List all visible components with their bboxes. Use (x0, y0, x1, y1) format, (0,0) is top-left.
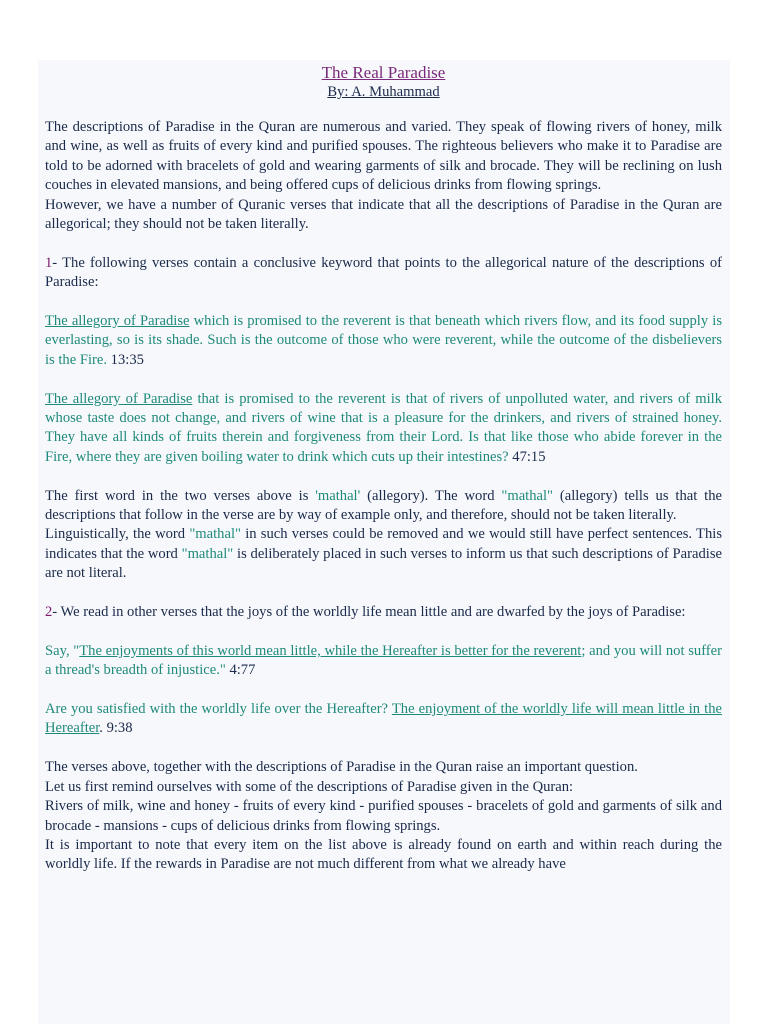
verse-text: Say, " (45, 642, 80, 659)
author-byline: By: A. Muhammad (327, 84, 440, 100)
closing-paragraph-3: Rivers of milk, wine and honey - fruits of every kind - purified spouses - bracelets of gold and garments of silk and brocade - mansions - cups of delicious drinks from flowing springs. (45, 798, 722, 834)
text-run: (allegory). The word (360, 487, 502, 504)
document-page (38, 60, 730, 1024)
verse-key-phrase: The enjoyment of the worldly life will mean little in the Hereafter (45, 701, 722, 737)
mathal-word: "mathal" (501, 487, 554, 504)
text-run: (allegory) tells us that the descriptions that follow in the verse are by way of example only, and therefore, should not be taken literally. (45, 487, 722, 524)
closing-paragraph-2: Let us first remind ourselves with some of the descriptions of Paradise given in the Quran: (45, 778, 574, 795)
verse-13-35 (45, 312, 722, 370)
point-text: - The following verses contain a conclusive keyword that points to the allegorical nature of the descriptions of Paradise: (45, 254, 722, 291)
point-text: - We read in other verses that the joys of the worldly life mean little and are dwarfed by the joys of Paradise: (52, 604, 686, 621)
verse-9-38 (45, 700, 722, 739)
closing-paragraph-4: It is important to note that every item on the list above is already found on earth and within reach during the worldly life. If the rewards in Paradise are not much different from what we already have (45, 836, 722, 873)
page-title: The Real Paradise (321, 63, 446, 82)
closing-paragraph: The verses above, together with the descriptions of Paradise in the Quran raise an important question. (45, 759, 638, 776)
verse-reference: 47:15 (508, 448, 546, 465)
mathal-word: 'mathal' (315, 487, 361, 504)
text-run: in such verses could be removed and we would still have perfect sentences. This indicates that the word (45, 526, 722, 562)
point-number: 1 (45, 254, 53, 271)
point-2 (45, 603, 722, 622)
verse-key-phrase: The allegory of Paradise (45, 390, 193, 407)
verse-text: ; and you will not suffer a thread's breadth of injustice." (45, 642, 723, 679)
document-content (45, 60, 722, 875)
text-run: The first word in the two verses above is (45, 487, 316, 504)
mathal-paragraph-2 (45, 525, 722, 583)
verse-reference: 13:35 (107, 351, 144, 368)
verse-reference: 9:38 (102, 720, 133, 737)
mathal-paragraph (45, 487, 722, 526)
verse-4-77 (45, 642, 722, 681)
point-number: 2 (45, 604, 53, 621)
verse-text: that is promised to the reverent is that of rivers of unpolluted water, and rivers of milk whose taste does not change, and rivers of wine that is a pleasure for the drinkers, and rivers of strained honey. They have all kinds of fruits therein and forgiveness from their Lord. Is that like those who abide forever in the Fire, where they are given boiling water to drink which cuts up their intestines? (45, 390, 722, 465)
verse-reference: 4:77 (225, 662, 256, 679)
text-run: is deliberately placed in such verses to inform us that such descriptions of Paradise are not literal. (45, 545, 722, 582)
verse-punctuation: . (99, 720, 103, 737)
intro-paragraph-2: However, we have a number of Quranic verses that indicate that all the descriptions of Paradise in the Quran are allegorical; they should not be taken literally. (45, 196, 722, 233)
mathal-word: "mathal" (181, 545, 234, 562)
text-run: Linguistically, the word (45, 526, 190, 543)
verse-text: which is promised to the reverent is that beneath which rivers flow, and its food supply is everlasting, so is its shade. Such is the outcome of those who were reverent, while the outcome of the disbelievers is the Fire. (45, 313, 723, 368)
point-1 (45, 254, 722, 293)
mathal-word: "mathal" (189, 526, 241, 543)
verse-key-phrase: The allegory of Paradise (45, 313, 190, 330)
verse-key-phrase: The enjoyments of this world mean little, while the Hereafter is better for the reverent (79, 642, 582, 659)
intro-paragraph: The descriptions of Paradise in the Quran are numerous and varied. They speak of flowing rivers of honey, milk and wine, as well as fruits of every kind and purified spouses. The righteous believers who make it to Paradise are told to be adorned with bracelets of gold and wearing garments of silk and brocade. They will be reclining on lush couches in elevated mansions, and being offered cups of delicious drinks from flowing springs. (45, 119, 722, 194)
verse-47-15 (45, 390, 722, 468)
verse-text: Are you satisfied with the worldly life over the Hereafter? (45, 701, 392, 718)
